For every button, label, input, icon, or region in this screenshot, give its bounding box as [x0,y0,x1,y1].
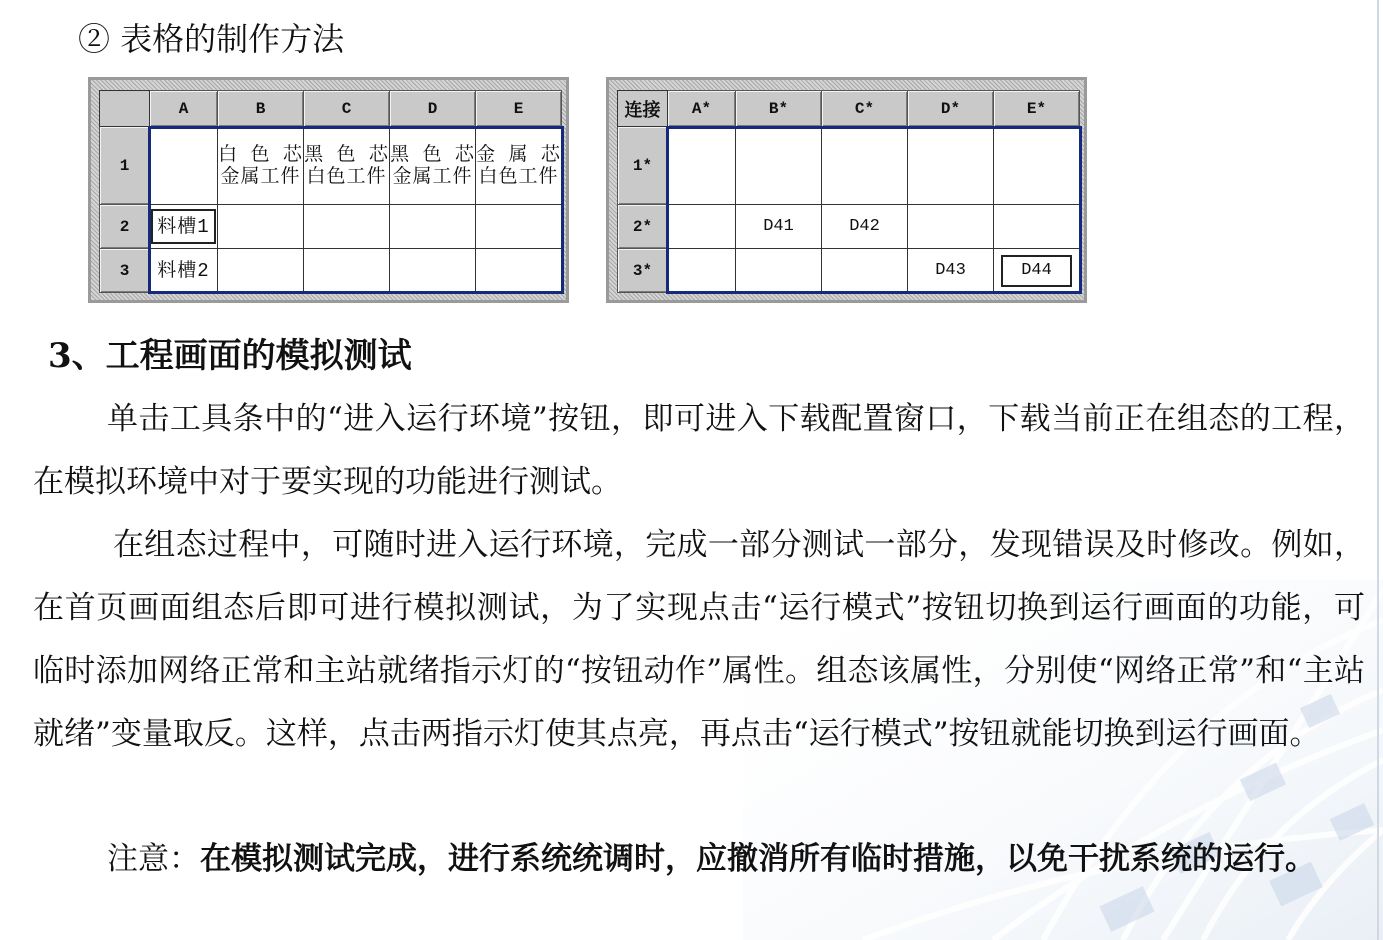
right-grid-cell[interactable] [994,205,1080,249]
left-grid-cell[interactable] [218,249,304,293]
slide-edge-line [1377,0,1379,940]
right-col-header[interactable]: A* [668,91,736,127]
left-col-header[interactable]: A [150,91,218,127]
bin-label: 料槽1 [151,209,215,244]
left-grid-cell[interactable]: 黑 色 芯 金属工件 [390,127,476,205]
right-col-header[interactable]: D* [908,91,994,127]
right-grid-cell[interactable] [994,127,1080,205]
right-col-header[interactable]: C* [822,91,908,127]
right-grid-table [617,90,1080,293]
right-grid-cell[interactable]: D41 [736,205,822,249]
left-grid-cell[interactable] [218,205,304,249]
paragraph-procedure: 在组态过程中，可随时进入运行环境，完成一部分测试一部分，发现错误及时修改。例如，在首页画面组态后即可进行模拟测试，为了实现点击“运行模式”按钮切换到运行画面的功能，可临时添加网络正常和主站就绪指示灯的“按钮动作”属性。组态该属性，分别使“网络正常”和“主站就绪”变量取反。这样，点击两指示灯使其点亮，再点击“运行模式”按钮就能切换到运行画面。 [33,527,1365,752]
left-grid-cell[interactable] [476,249,562,293]
right-grid-cell[interactable] [908,127,994,205]
right-grid-cell[interactable]: D43 [908,249,994,293]
right-grid-cell[interactable] [822,249,908,293]
right-grid-cell[interactable] [668,249,736,293]
left-col-header[interactable]: B [218,91,304,127]
left-col-header[interactable]: C [304,91,390,127]
left-grid-cell[interactable] [304,205,390,249]
note-warning-text: 在模拟测试完成，进行系统统调时，应撤消所有临时措施，以免干扰系统的运行。 [200,841,1316,877]
right-grid-panel [606,77,1087,303]
left-col-header[interactable]: D [390,91,476,127]
right-grid-cell[interactable] [822,127,908,205]
left-grid-cell[interactable]: 黑 色 芯 白色工件 [304,127,390,205]
note-paragraph [33,828,1365,891]
section-title: 3、工程画面的模拟测试 [48,336,412,376]
right-grid-cell[interactable] [908,205,994,249]
left-row-header[interactable]: 1 [100,127,150,205]
right-row-header[interactable]: 1* [618,127,668,205]
right-grid-cell[interactable]: D42 [822,205,908,249]
left-row-header[interactable]: 2 [100,205,150,249]
left-grid-cell[interactable] [390,205,476,249]
right-row-header[interactable]: 3* [618,249,668,293]
left-grid-cell[interactable] [150,127,218,205]
right-grid-cell[interactable] [736,249,822,293]
left-grid-cell[interactable] [150,205,218,249]
left-col-header[interactable]: E [476,91,562,127]
right-row-header[interactable]: 2* [618,205,668,249]
left-grid-panel [88,77,569,303]
right-grid-corner: 连接 [618,91,668,127]
left-grid-cell[interactable] [476,205,562,249]
left-grid-table [99,90,562,293]
left-grid-cell[interactable] [304,249,390,293]
right-grid-cell[interactable] [994,249,1080,293]
right-grid-cell[interactable] [736,127,822,205]
left-grid-cell[interactable] [390,249,476,293]
right-col-header[interactable]: B* [736,91,822,127]
step-heading: ② 表格的制作方法 [78,20,345,58]
paragraph-intro: 单击工具条中的“进入运行环境”按钮，即可进入下载配置窗口，下载当前正在组态的工程，在模拟环境中对于要实现的功能进行测试。 [33,401,1365,500]
left-grid-corner [100,91,150,127]
left-grid-cell[interactable]: 白 色 芯 金属工件 [218,127,304,205]
left-row-header[interactable]: 3 [100,249,150,293]
left-grid-cell[interactable]: 金 属 芯 白色工件 [476,127,562,205]
active-cell-label: D44 [1001,255,1072,287]
right-grid-cell[interactable] [668,127,736,205]
right-col-header[interactable]: E* [994,91,1080,127]
note-label: 注意： [107,841,200,877]
right-grid-cell[interactable] [668,205,736,249]
left-grid-cell[interactable]: 料槽2 [150,249,218,293]
